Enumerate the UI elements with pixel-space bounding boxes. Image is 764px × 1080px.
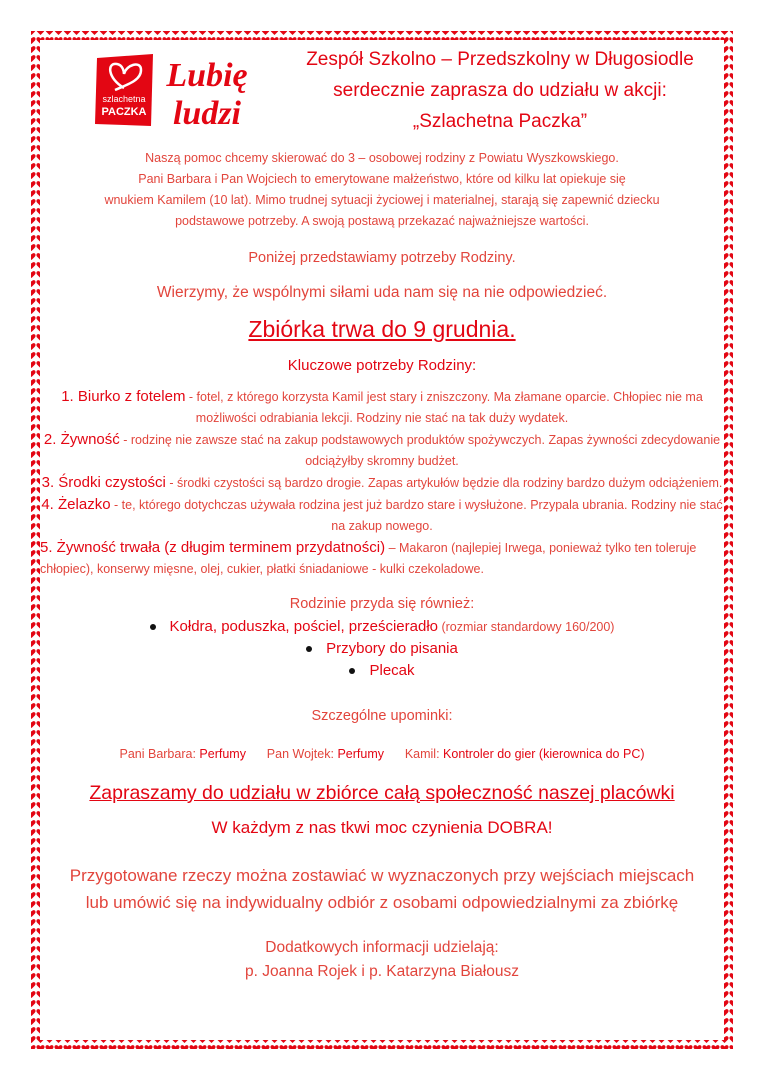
also-item	[40, 660, 724, 682]
contact-names: p. Joanna Rojek i p. Katarzyna Białousz	[245, 963, 519, 980]
need-title: 2. Żywność	[43, 431, 120, 448]
belief-text: Wierzymy, że wspólnymi siłami uda nam się na nie odpowiedzieć.	[156, 284, 608, 301]
need-item	[40, 429, 724, 472]
bullet-icon	[306, 646, 312, 652]
need-item	[40, 386, 724, 429]
key-needs-title: Kluczowe potrzeby Rodziny:	[287, 357, 477, 374]
gift-recipient: Pani Barbara:	[119, 747, 200, 761]
need-item	[40, 494, 724, 537]
gifts-list	[40, 744, 724, 764]
svg-text:Lubię: Lubię	[166, 57, 248, 94]
header	[270, 44, 730, 137]
bullet-icon	[150, 624, 156, 630]
gift-recipient: Kamil:	[404, 747, 444, 761]
heart-border-left	[31, 40, 40, 1040]
need-title: 3. Środki czystości	[41, 474, 166, 491]
gifts-title: Szczególne upominki:	[311, 708, 453, 724]
need-description: – Makaron (najlepiej Irwega, ponieważ tylko ten toleruje chłopiec), konserwy mięsne, olej, cukier, płatki śniadaniowe - kulki czekoladowe.	[40, 541, 697, 576]
item-note: (rozmiar standardowy 160/200)	[438, 620, 615, 634]
gift-recipient: Pan Wojtek:	[266, 747, 338, 761]
intro-line: podstawowe potrzeby. A swoją postawą przekazać najważniejsze wartości.	[175, 214, 589, 228]
need-description: - rodzinę nie zawsze stać na zakup podstawowych produktów spożywczych. Zapas żywności zdecydowanie odciążyłby skromny budżet.	[119, 433, 721, 468]
need-title: 5. Żywność trwała (z długim terminem przydatności)	[40, 539, 386, 556]
gift-item	[405, 747, 645, 761]
motto: W każdym z nas tkwi moc czynienia DOBRA!	[211, 818, 553, 837]
needs-list	[40, 386, 724, 580]
needs-intro: Poniżej przedstawiamy potrzeby Rodziny.	[248, 250, 516, 266]
gift-item	[119, 747, 245, 761]
need-description: - fotel, z którego korzysta Kamil jest stary i zniszczony. Ma złamane oparcie. Chłopiec nie ma możliwości odrabiania lekcji. Rodziny nie stać na tak duży wydatek.	[185, 390, 703, 425]
intro-paragraph	[40, 148, 724, 232]
dropoff-info	[40, 862, 724, 916]
also-item	[40, 638, 724, 660]
dropoff-line: Przygotowane rzeczy można zostawiać w wyznaczonych przy wejściach miejscach	[69, 866, 695, 885]
heart-border-top	[31, 31, 733, 40]
header-line-3: „Szlachetna Paczka”	[412, 111, 588, 132]
svg-text:ludzi: ludzi	[172, 95, 242, 130]
invite-heading: Zapraszamy do udziału w zbiórce całą społeczność naszej placówki	[89, 782, 675, 804]
need-title: 1. Biurko z fotelem	[61, 388, 186, 405]
need-item	[40, 537, 724, 580]
need-description: - te, którego dotychczas używała rodzina jest już bardzo stare i wysłużone. Przypala ubrania. Rodziny nie stać na zakup nowego.	[110, 498, 723, 533]
intro-line: Naszą pomoc chcemy skierować do 3 – osobowej rodziny z Powiatu Wyszkowskiego.	[145, 151, 619, 165]
also-item	[40, 616, 724, 638]
gift-name: Perfumy	[199, 747, 246, 761]
header-line-2: serdecznie zaprasza do udziału w akcji:	[333, 80, 667, 101]
intro-line: Pani Barbara i Pan Wojciech to emerytowane małżeństwo, które od kilku lat opiekuje się	[138, 172, 626, 186]
intro-line: wnukiem Kamilem (10 lat). Mimo trudnej sytuacji życiowej i materialnej, starają się zapewnić dziecku	[104, 193, 660, 207]
gift-name: Kontroler do gier (kierownica do PC)	[443, 747, 645, 761]
poster-body	[40, 148, 724, 984]
need-description: - środki czystości są bardzo drogie. Zapas artykułów będzie dla rodziny bardzo dużym odciążeniem.	[165, 476, 723, 490]
heart-border-right	[724, 40, 733, 1040]
gift-name: Perfumy	[337, 747, 384, 761]
also-list	[40, 616, 724, 682]
szlachetna-paczka-logo	[95, 50, 265, 130]
svg-text:szlachetna: szlachetna	[102, 94, 146, 104]
item-title: Przybory do pisania	[326, 640, 458, 657]
item-title: Kołdra, poduszka, pościel, prześcieradło	[169, 618, 438, 635]
heart-border-bottom	[31, 1040, 733, 1049]
also-title: Rodzinie przyda się również:	[289, 596, 475, 612]
gift-item	[267, 747, 384, 761]
dropoff-line: lub umówić się na indywidualny odbiór z osobami odpowiedzialnymi za zbiórkę	[85, 893, 679, 912]
header-line-1: Zespół Szkolno – Przedszkolny w Długosiodle	[306, 49, 694, 70]
need-title: 4. Żelazko	[41, 496, 111, 513]
need-item	[40, 472, 724, 494]
item-title: Plecak	[369, 662, 415, 679]
svg-text:PACZKA: PACZKA	[101, 106, 147, 118]
contact-info	[40, 936, 724, 984]
deadline-heading: Zbiórka trwa do 9 grudnia.	[248, 316, 516, 342]
contact-title: Dodatkowych informacji udzielają:	[265, 939, 499, 956]
bullet-icon	[349, 668, 355, 674]
